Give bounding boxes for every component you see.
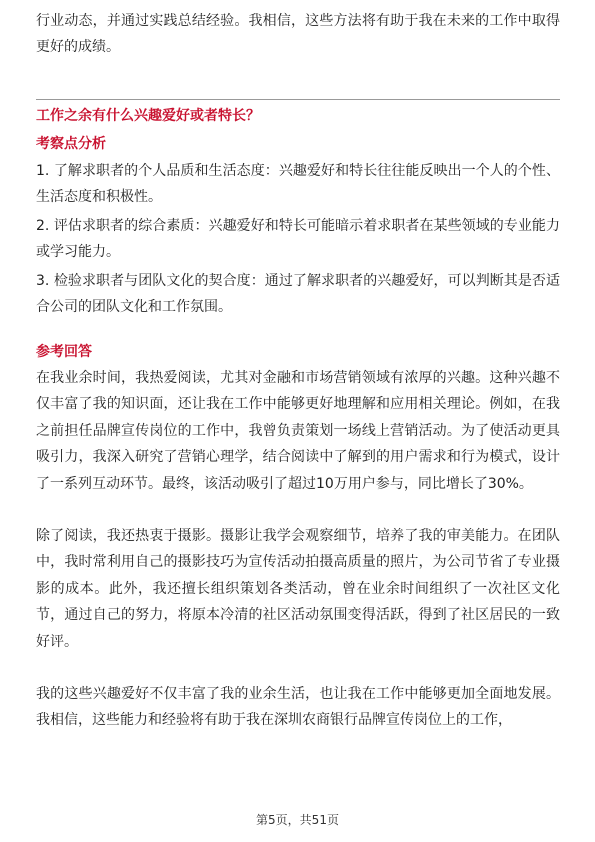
answer-paragraph: 除了阅读，我还热衷于摄影。摄影让我学会观察细节，培养了我的审美能力。在团队中，我时常利用自己的摄影技巧为宣传活动拍摄高质量的照片，为公司节省了专业摄影的成本。此外，我还擅长组织策划各类活动，曾在业余时间组织了一次社区文化节，通过自己的努力，将原本冷清的社区活动氛围变得活跃，得到了社区居民的一致好评。 [36,528,560,650]
document-page [36,0,560,842]
answer-paragraph: 在我业余时间，我热爱阅读，尤其对金融和市场营销领域有浓厚的兴趣。这种兴趣不仅丰富了我的知识面，还让我在工作中能够更好地理解和应用相关理论。例如，在我之前担任品牌宣传岗位的工作中，我曾负责策划一场线上营销活动。为了使活动更具吸引力，我深入研究了营销心理学，结合阅读中了解到的用户需求和行为模式，设计了一系列互动环节。最终，该活动吸引了超过10万用户参与，同比增长了30%。 [36,370,560,492]
analysis-point: 2. 评估求职者的综合素质：兴趣爱好和特长可能暗示着求职者在某些领域的专业能力或学习能力。 [36,217,560,261]
analysis-point: 1. 了解求职者的个人品质和生活态度：兴趣爱好和特长往往能反映出一个人的个性、生活态度和积极性。 [36,163,560,206]
analysis-points [36,158,560,322]
analysis-point: 3. 检验求职者与团队文化的契合度：通过了解求职者的兴趣爱好，可以判断其是否适合公司的团队文化和工作氛围。 [36,272,560,316]
answer-body [36,365,560,734]
analysis-heading: 考察点分析 [36,136,106,152]
question-title: 工作之余有什么兴趣爱好或者特长？ [36,108,260,124]
page-number: 第5页，共51页 [256,813,339,827]
answer-paragraph: 我的这些兴趣爱好不仅丰富了我的业余生活，也让我在工作中能够更加全面地发展。我相信，这些能力和经验将有助于我在深圳农商银行品牌宣传岗位上的工作， [36,686,560,729]
intro-paragraph: 行业动态，并通过实践总结经验。我相信，这些方法将有助于我在未来的工作中取得更好的成绩。 [36,13,560,56]
answer-heading: 参考回答 [36,344,92,360]
section-divider [36,99,560,100]
